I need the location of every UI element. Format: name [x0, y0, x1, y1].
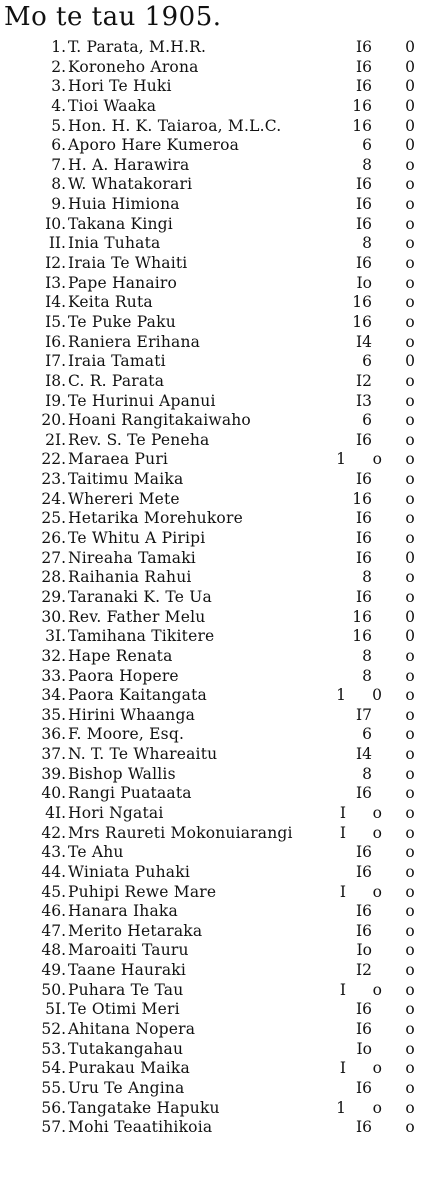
- list-item: [0, 411, 431, 431]
- entry-shillings: Io: [356, 273, 372, 292]
- entry-shillings: 8: [362, 155, 372, 174]
- entry-name: Rev. S. Te Peneha: [68, 430, 210, 449]
- entry-pence: o: [405, 882, 415, 901]
- list-item: [0, 215, 431, 235]
- entry-pence: o: [405, 902, 415, 921]
- entry-number: 3.: [51, 77, 66, 96]
- list-item: [0, 234, 431, 254]
- entry-number: 24.: [41, 489, 66, 508]
- entry-number: 20.: [41, 411, 66, 430]
- entry-number: 32.: [41, 646, 66, 665]
- list-item: [0, 175, 431, 195]
- list-item: [0, 1099, 431, 1119]
- entry-pounds: I: [339, 882, 346, 901]
- entry-name: Huia Himiona: [68, 195, 180, 214]
- entry-number: 35.: [41, 705, 66, 724]
- entry-shillings: I6: [356, 1078, 372, 1097]
- list-item: [0, 1079, 431, 1099]
- list-item: [0, 883, 431, 903]
- entry-pence: o: [405, 371, 415, 390]
- entry-shillings: 16: [352, 489, 372, 508]
- list-item: [0, 804, 431, 824]
- entry-pence: 0: [405, 136, 415, 155]
- entry-number: 53.: [41, 1039, 66, 1058]
- entry-name: Tamihana Tikitere: [68, 627, 215, 646]
- entry-pence: o: [405, 489, 415, 508]
- entry-name: Hanara Ihaka: [68, 902, 178, 921]
- entry-number: 52.: [41, 1020, 66, 1039]
- list-item: [0, 529, 431, 549]
- entry-pence: o: [405, 1000, 415, 1019]
- entry-pence: o: [405, 921, 415, 940]
- entry-name: Te Puke Paku: [68, 312, 176, 331]
- entry-number: 8.: [51, 175, 66, 194]
- list-item: [0, 647, 431, 667]
- entry-pence: o: [405, 332, 415, 351]
- entry-shillings: I6: [356, 509, 372, 528]
- list-item: [0, 1000, 431, 1020]
- entry-pence: o: [405, 784, 415, 803]
- entry-shillings: Io: [356, 941, 372, 960]
- entry-name: Mrs Raureti Mokonuiarangi: [68, 823, 293, 842]
- entry-shillings: I6: [356, 38, 372, 56]
- entry-name: Maraea Puri: [68, 450, 169, 469]
- entry-pounds: I: [339, 823, 346, 842]
- list-item: [0, 784, 431, 804]
- entry-number: I4.: [45, 293, 66, 312]
- list-item: [0, 156, 431, 176]
- entry-pence: o: [405, 214, 415, 233]
- list-item: [0, 195, 431, 215]
- entry-name: Hon. H. K. Taiaroa, M.L.C.: [68, 116, 282, 135]
- entry-name: H. A. Harawira: [68, 155, 190, 174]
- entry-pounds: I: [339, 803, 346, 822]
- entry-shillings: 16: [352, 312, 372, 331]
- entry-pence: o: [405, 1039, 415, 1058]
- entry-pence: 0: [405, 627, 415, 646]
- entry-shillings: I6: [356, 862, 372, 881]
- list-item: [0, 667, 431, 687]
- entry-number: 22.: [41, 450, 66, 469]
- entry-shillings: 8: [362, 568, 372, 587]
- entry-shillings: 0: [372, 686, 382, 705]
- entry-shillings: Io: [356, 1039, 372, 1058]
- entry-pence: o: [405, 862, 415, 881]
- entry-name: Nireaha Tamaki: [68, 548, 196, 567]
- entry-name: Hori Te Huki: [68, 77, 172, 96]
- entry-number: 27.: [41, 548, 66, 567]
- entry-pence: o: [405, 450, 415, 469]
- entry-pence: o: [405, 155, 415, 174]
- list-item: [0, 77, 431, 97]
- entry-number: I8.: [45, 371, 66, 390]
- entry-pence: o: [405, 587, 415, 606]
- entry-shillings: 8: [362, 646, 372, 665]
- entry-shillings: I6: [356, 1020, 372, 1039]
- entry-pence: o: [405, 470, 415, 489]
- entry-shillings: 8: [362, 764, 372, 783]
- entry-shillings: 8: [362, 234, 372, 253]
- entry-shillings: I6: [356, 57, 372, 76]
- entry-number: 26.: [41, 529, 66, 548]
- entry-number: 34.: [41, 686, 66, 705]
- entry-number: 28.: [41, 568, 66, 587]
- entry-pence: o: [405, 823, 415, 842]
- entry-name: Rev. Father Melu: [68, 607, 206, 626]
- entry-pence: o: [405, 273, 415, 292]
- entry-pence: o: [405, 1020, 415, 1039]
- entry-pence: o: [405, 941, 415, 960]
- entry-shillings: o: [372, 1098, 382, 1117]
- entry-shillings: I6: [356, 921, 372, 940]
- entry-name: Puhipi Rewe Mare: [68, 882, 217, 901]
- list-item: [0, 981, 431, 1001]
- entry-name: Raniera Erihana: [68, 332, 201, 351]
- entry-number: 39.: [41, 764, 66, 783]
- list-item: [0, 706, 431, 726]
- entry-number: 55.: [41, 1078, 66, 1097]
- entry-name: F. Moore, Esq.: [68, 725, 185, 744]
- list-item: [0, 470, 431, 490]
- entry-shillings: I6: [356, 430, 372, 449]
- entry-pence: 0: [405, 77, 415, 96]
- entry-name: Taranaki K. Te Ua: [68, 587, 212, 606]
- entry-number: 49.: [41, 961, 66, 980]
- list-item: [0, 58, 431, 78]
- entry-pence: 0: [405, 116, 415, 135]
- entry-name: Hori Ngatai: [68, 803, 164, 822]
- entry-shillings: o: [372, 882, 382, 901]
- entry-number: 23.: [41, 470, 66, 489]
- list-item: [0, 941, 431, 961]
- list-item: [0, 1118, 431, 1138]
- entry-number: 6.: [51, 136, 66, 155]
- list-item: [0, 333, 431, 353]
- entry-pounds: I: [339, 1059, 346, 1078]
- entry-number: 50.: [41, 980, 66, 999]
- entry-pence: o: [405, 1059, 415, 1078]
- entry-name: Aporo Hare Kumeroa: [68, 136, 240, 155]
- entry-name: Winiata Puhaki: [68, 862, 190, 881]
- entry-number: 42.: [41, 823, 66, 842]
- entry-pence: o: [405, 195, 415, 214]
- list-item: [0, 313, 431, 333]
- list-item: [0, 843, 431, 863]
- entry-name: Te Ahu: [68, 843, 124, 862]
- entry-pence: o: [405, 529, 415, 548]
- entry-number: 33.: [41, 666, 66, 685]
- entry-name: C. R. Parata: [68, 371, 165, 390]
- entry-name: Uru Te Angina: [68, 1078, 185, 1097]
- entry-pounds: I: [339, 980, 346, 999]
- entry-name: Bishop Wallis: [68, 764, 176, 783]
- entry-pounds: 1: [336, 1098, 346, 1117]
- subscription-list: [0, 38, 431, 1138]
- list-item: [0, 549, 431, 569]
- entry-shillings: I6: [356, 195, 372, 214]
- entry-shillings: 6: [362, 411, 372, 430]
- entry-shillings: I2: [356, 961, 372, 980]
- entry-name: Paora Kaitangata: [68, 686, 207, 705]
- entry-pence: o: [405, 293, 415, 312]
- entry-shillings: 16: [352, 293, 372, 312]
- entry-pence: o: [405, 430, 415, 449]
- entry-name: Tioi Waaka: [68, 96, 157, 115]
- entry-number: I0.: [45, 214, 66, 233]
- entry-name: Purakau Maika: [68, 1059, 190, 1078]
- list-item: [0, 824, 431, 844]
- entry-pence: o: [405, 980, 415, 999]
- list-item: [0, 1020, 431, 1040]
- entry-shillings: I6: [356, 1000, 372, 1019]
- entry-shillings: o: [372, 980, 382, 999]
- entry-shillings: I6: [356, 77, 372, 96]
- entry-number: 48.: [41, 941, 66, 960]
- entry-shillings: I4: [356, 745, 372, 764]
- entry-pence: o: [405, 1078, 415, 1097]
- entry-shillings: 8: [362, 666, 372, 685]
- entry-shillings: 16: [352, 116, 372, 135]
- list-item: [0, 97, 431, 117]
- entry-number: 47.: [41, 921, 66, 940]
- entry-shillings: I6: [356, 1118, 372, 1137]
- entry-name: Hape Renata: [68, 646, 173, 665]
- entry-pence: o: [405, 254, 415, 273]
- list-item: [0, 509, 431, 529]
- list-item: [0, 922, 431, 942]
- entry-shillings: I6: [356, 214, 372, 233]
- entry-pence: o: [405, 234, 415, 253]
- entry-number: I5.: [45, 312, 66, 331]
- entry-name: Inia Tuhata: [68, 234, 161, 253]
- entry-number: 4I.: [45, 803, 66, 822]
- entry-number: 5.: [51, 116, 66, 135]
- list-item: [0, 274, 431, 294]
- entry-pence: o: [405, 705, 415, 724]
- entry-shillings: I6: [356, 784, 372, 803]
- list-item: [0, 961, 431, 981]
- list-item: [0, 254, 431, 274]
- entry-number: 43.: [41, 843, 66, 862]
- list-item: [0, 686, 431, 706]
- entry-pence: o: [405, 764, 415, 783]
- entry-number: 40.: [41, 784, 66, 803]
- entry-shillings: I4: [356, 332, 372, 351]
- entry-name: Koroneho Arona: [68, 57, 199, 76]
- entry-number: 45.: [41, 882, 66, 901]
- entry-name: Tutakangahau: [68, 1039, 184, 1058]
- entry-name: Puhara Te Tau: [68, 980, 184, 999]
- entry-pence: o: [405, 646, 415, 665]
- entry-number: 2.: [51, 57, 66, 76]
- entry-name: Iraia Te Whaiti: [68, 254, 188, 273]
- entry-shillings: 16: [352, 96, 372, 115]
- entry-number: 25.: [41, 509, 66, 528]
- entry-number: 44.: [41, 862, 66, 881]
- list-item: [0, 568, 431, 588]
- entry-number: 37.: [41, 745, 66, 764]
- entry-pence: 0: [405, 352, 415, 371]
- entry-name: Te Otimi Meri: [68, 1000, 180, 1019]
- list-item: [0, 608, 431, 628]
- entry-name: Takana Kingi: [68, 214, 173, 233]
- entry-name: Tangatake Hapuku: [68, 1098, 220, 1117]
- entry-pence: o: [405, 686, 415, 705]
- entry-shillings: 6: [362, 352, 372, 371]
- list-item: [0, 765, 431, 785]
- entry-number: 57.: [41, 1118, 66, 1137]
- entry-name: Hoani Rangitakaiwaho: [68, 411, 251, 430]
- entry-number: 2I.: [45, 430, 66, 449]
- entry-number: II.: [48, 234, 66, 253]
- entry-name: Hirini Whaanga: [68, 705, 196, 724]
- entry-pence: o: [405, 803, 415, 822]
- entry-shillings: 6: [362, 725, 372, 744]
- entry-pence: o: [405, 1118, 415, 1137]
- entry-name: Whereri Mete: [68, 489, 180, 508]
- entry-pence: o: [405, 961, 415, 980]
- list-item: [0, 38, 431, 58]
- entry-name: Keita Ruta: [68, 293, 153, 312]
- list-item: [0, 431, 431, 451]
- entry-shillings: I6: [356, 548, 372, 567]
- list-item: [0, 588, 431, 608]
- entry-pence: 0: [405, 607, 415, 626]
- entry-shillings: 16: [352, 607, 372, 626]
- list-item: [0, 372, 431, 392]
- entry-number: 7.: [51, 155, 66, 174]
- entry-name: Taitimu Maika: [68, 470, 184, 489]
- entry-number: I7.: [45, 352, 66, 371]
- entry-pence: o: [405, 843, 415, 862]
- entry-pence: o: [405, 391, 415, 410]
- entry-number: 30.: [41, 607, 66, 626]
- entry-pence: 0: [405, 548, 415, 567]
- entry-number: 9.: [51, 195, 66, 214]
- entry-name: W. Whatakorari: [68, 175, 193, 194]
- entry-pence: o: [405, 411, 415, 430]
- entry-name: N. T. Te Whareaitu: [68, 745, 218, 764]
- entry-shillings: I3: [356, 391, 372, 410]
- entry-shillings: I7: [356, 705, 372, 724]
- entry-name: T. Parata, M.H.R.: [68, 38, 207, 56]
- list-item: [0, 352, 431, 372]
- list-item: [0, 902, 431, 922]
- entry-number: 54.: [41, 1059, 66, 1078]
- entry-name: Merito Hetaraka: [68, 921, 203, 940]
- list-item: [0, 136, 431, 156]
- entry-pence: o: [405, 1098, 415, 1117]
- entry-pence: o: [405, 509, 415, 528]
- entry-shillings: I6: [356, 843, 372, 862]
- entry-shillings: I2: [356, 371, 372, 390]
- entry-shillings: I6: [356, 175, 372, 194]
- entry-pence: o: [405, 568, 415, 587]
- entry-shillings: o: [372, 803, 382, 822]
- entry-number: 36.: [41, 725, 66, 744]
- entry-pence: o: [405, 745, 415, 764]
- entry-shillings: I6: [356, 254, 372, 273]
- list-item: [0, 627, 431, 647]
- entry-number: 4.: [51, 96, 66, 115]
- entry-shillings: o: [372, 450, 382, 469]
- entry-pence: o: [405, 312, 415, 331]
- list-item: [0, 490, 431, 510]
- entry-shillings: I6: [356, 902, 372, 921]
- entry-number: I3.: [45, 273, 66, 292]
- entry-number: I2.: [45, 254, 66, 273]
- entry-pence: o: [405, 666, 415, 685]
- entry-shillings: 6: [362, 136, 372, 155]
- entry-name: Te Whitu A Piripi: [68, 529, 206, 548]
- entry-name: Taane Hauraki: [68, 961, 187, 980]
- entry-name: Raihania Rahui: [68, 568, 192, 587]
- entry-pounds: 1: [336, 686, 346, 705]
- entry-pence: o: [405, 175, 415, 194]
- entry-pence: 0: [405, 96, 415, 115]
- entry-number: 56.: [41, 1098, 66, 1117]
- entry-name: Pape Hanairo: [68, 273, 178, 292]
- entry-shillings: o: [372, 823, 382, 842]
- entry-shillings: 16: [352, 627, 372, 646]
- entry-pence: 0: [405, 57, 415, 76]
- entry-name: Hetarika Morehukore: [68, 509, 243, 528]
- entry-name: Ahitana Nopera: [68, 1020, 196, 1039]
- list-item: [0, 450, 431, 470]
- page-title: Mo te tau 1905.: [4, 2, 222, 32]
- entry-number: 46.: [41, 902, 66, 921]
- entry-number: 29.: [41, 587, 66, 606]
- entry-name: Maroaiti Tauru: [68, 941, 189, 960]
- entry-shillings: o: [372, 1059, 382, 1078]
- list-item: [0, 293, 431, 313]
- entry-number: I6.: [45, 332, 66, 351]
- entry-name: Iraia Tamati: [68, 352, 166, 371]
- list-item: [0, 725, 431, 745]
- entry-pence: 0: [405, 38, 415, 56]
- list-item: [0, 117, 431, 137]
- list-item: [0, 1040, 431, 1060]
- list-item: [0, 392, 431, 412]
- list-item: [0, 745, 431, 765]
- entry-number: 5I.: [45, 1000, 66, 1019]
- list-item: [0, 1059, 431, 1079]
- list-item: [0, 863, 431, 883]
- entry-pounds: 1: [336, 450, 346, 469]
- entry-number: I9.: [45, 391, 66, 410]
- entry-name: Rangi Puataata: [68, 784, 192, 803]
- entry-name: Te Hurinui Apanui: [68, 391, 216, 410]
- entry-shillings: I6: [356, 529, 372, 548]
- entry-shillings: I6: [356, 587, 372, 606]
- entry-number: 3I.: [45, 627, 66, 646]
- entry-number: 1.: [51, 38, 66, 56]
- entry-shillings: I6: [356, 470, 372, 489]
- entry-pence: o: [405, 725, 415, 744]
- entry-name: Paora Hopere: [68, 666, 179, 685]
- entry-name: Mohi Teaatihikoia: [68, 1118, 213, 1137]
